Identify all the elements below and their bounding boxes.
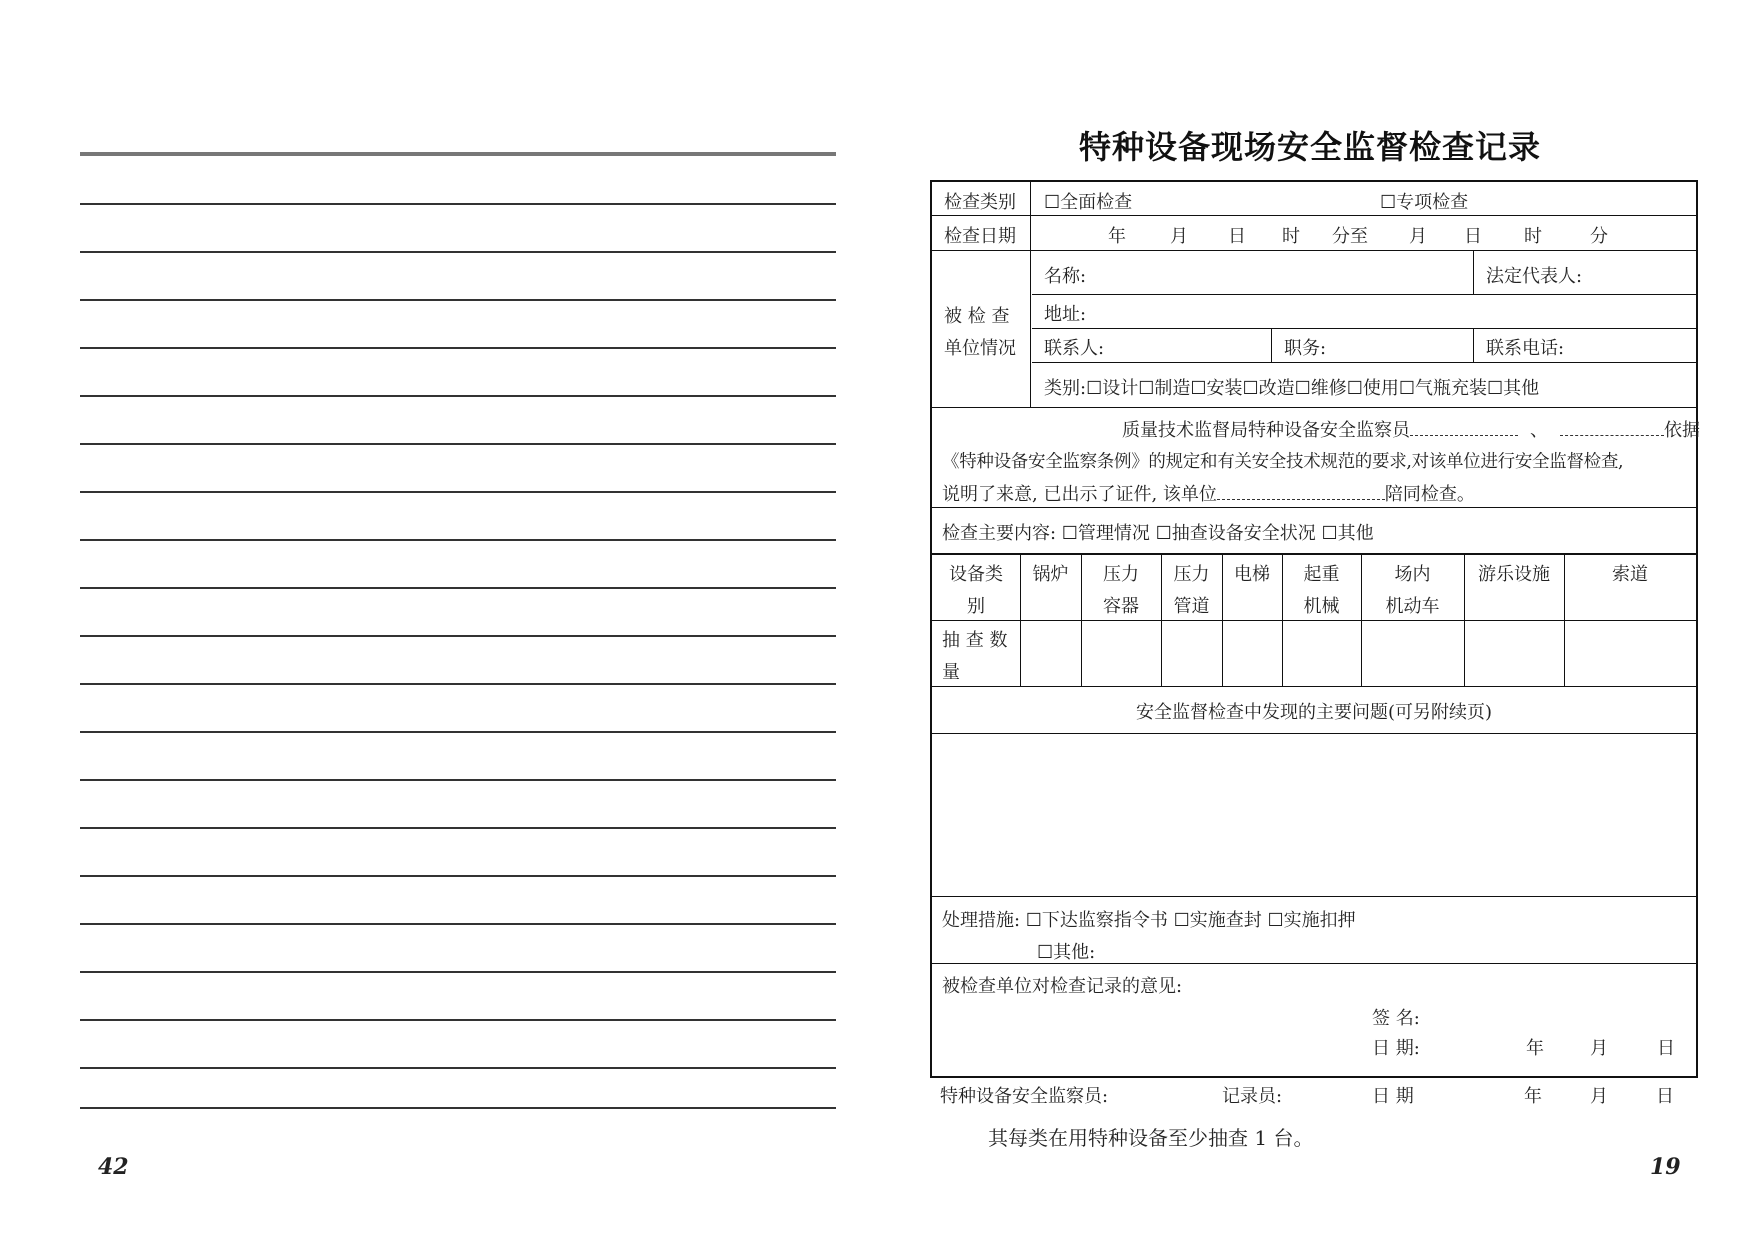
count-label-1: 抽 查 数	[942, 630, 1008, 651]
footer-recorder[interactable]: 记录员:	[1222, 1086, 1283, 1107]
equipment-type-vehicle-2: 机动车	[1385, 596, 1440, 617]
problems-text-area[interactable]	[932, 734, 1696, 894]
ruled-line	[80, 347, 836, 349]
date-hour-2: 时	[1524, 226, 1542, 247]
measures-line-1[interactable]: 处理措施: ☐下达监察指令书 ☐实施查封 ☐实施扣押	[942, 910, 1356, 931]
statement-line1-end: 依据	[1664, 420, 1700, 441]
footer-note: 其每类在用特种设备至少抽查 1 台。	[988, 1126, 1314, 1150]
statement-line-3	[942, 480, 1475, 506]
equipment-type-boiler: 锅炉	[1032, 564, 1069, 585]
ruled-line	[80, 1019, 836, 1021]
ruled-line	[80, 971, 836, 973]
equipment-type-pressure-pipe-1: 压力	[1173, 564, 1210, 585]
statement-line1-sep: 、	[1530, 420, 1548, 441]
date-hour: 时	[1282, 226, 1300, 247]
accompanying-unit-blank[interactable]	[1217, 485, 1385, 500]
equipment-type-lifting-2: 机械	[1303, 596, 1340, 617]
legal-rep-field[interactable]: 法定代表人:	[1486, 266, 1583, 287]
equipment-type-label-2: 别	[967, 596, 985, 617]
date-day: 日	[1228, 226, 1246, 247]
footer-month: 月	[1590, 1086, 1608, 1107]
date-year: 年	[1108, 226, 1126, 247]
footer-year: 年	[1524, 1086, 1542, 1107]
ruled-line	[80, 443, 836, 445]
address-field[interactable]: 地址:	[1044, 304, 1087, 325]
date-month-2: 月	[1409, 226, 1427, 247]
ruled-line	[80, 1067, 836, 1069]
unit-category-checkboxes[interactable]: 类别:☐设计☐制造☐安装☐改造☐维修☐使用☐气瓶充装☐其他	[1044, 378, 1540, 399]
inspector-name-blank-1[interactable]	[1410, 421, 1518, 436]
footer-inspector[interactable]: 特种设备安全监察员:	[940, 1086, 1109, 1107]
date-day-2: 日	[1464, 226, 1482, 247]
ruled-line	[80, 539, 836, 541]
equipment-type-lifting-1: 起重	[1303, 564, 1340, 585]
ruled-line	[80, 635, 836, 637]
equipment-type-elevator: 电梯	[1234, 564, 1270, 585]
phone-field[interactable]: 联系电话:	[1486, 338, 1565, 359]
form-title: 特种设备现场安全监督检查记录	[1078, 128, 1541, 166]
unit-label-1: 被 检 查	[944, 306, 1010, 327]
main-content-checkboxes[interactable]: 检查主要内容: ☐管理情况 ☐抽查设备安全状况 ☐其他	[942, 523, 1374, 544]
statement-line-2: 《特种设备安全监察条例》的规定和有关安全技术规范的要求,对该单位进行安全监督检查,	[942, 452, 1624, 472]
inspection-date-label: 检查日期	[944, 226, 1016, 247]
statement-line3-end: 陪同检查。	[1384, 484, 1475, 505]
problems-header: 安全监督检查中发现的主要问题(可另附续页)	[1135, 702, 1493, 723]
date-minute-2: 分	[1590, 226, 1608, 247]
ruled-line	[80, 683, 836, 685]
left-ruled-page	[80, 0, 836, 1241]
date-month: 月	[1170, 226, 1188, 247]
inspection-record-form	[930, 180, 1698, 1078]
equipment-type-pressure-vessel-1: 压力	[1103, 564, 1139, 585]
contact-field[interactable]: 联系人:	[1044, 338, 1105, 359]
footer-date[interactable]: 日 期	[1372, 1086, 1414, 1107]
statement-line1-text: 质量技术监督局特种设备安全监察员	[1122, 420, 1410, 441]
equipment-type-amusement: 游乐设施	[1478, 564, 1550, 585]
ruled-line	[80, 731, 836, 733]
ruled-line-top	[80, 152, 836, 156]
footer-day: 日	[1656, 1086, 1674, 1107]
page-number-right: 19	[1650, 1154, 1681, 1180]
opinion-sign[interactable]: 签 名:	[1372, 1008, 1420, 1029]
opinion-day: 日	[1657, 1038, 1675, 1059]
ruled-line	[80, 923, 836, 925]
opinion-month: 月	[1590, 1038, 1608, 1059]
position-field[interactable]: 职务:	[1284, 338, 1327, 359]
page-number-left: 42	[98, 1154, 129, 1180]
ruled-line	[80, 251, 836, 253]
ruled-line	[80, 203, 836, 205]
count-label-2: 量	[942, 662, 960, 683]
inspection-type-label: 检查类别	[944, 192, 1016, 213]
ruled-line	[80, 395, 836, 397]
date-minute-to: 分至	[1332, 226, 1368, 247]
measures-line-2[interactable]: ☐其他:	[1037, 942, 1096, 963]
opinion-label: 被检查单位对检查记录的意见:	[942, 976, 1183, 997]
equipment-type-label-1: 设备类	[949, 564, 1003, 585]
checkbox-special-inspection[interactable]: ☐专项检查	[1380, 192, 1469, 213]
ruled-line	[80, 299, 836, 301]
equipment-type-vehicle-1: 场内	[1394, 564, 1431, 585]
ruled-line	[80, 827, 836, 829]
ruled-line	[80, 587, 836, 589]
ruled-line-bottom	[80, 1107, 836, 1109]
equipment-type-pressure-pipe-2: 管道	[1173, 596, 1210, 617]
inspector-name-blank-2[interactable]	[1560, 421, 1664, 436]
statement-line-1	[1122, 416, 1700, 442]
equipment-type-ropeway: 索道	[1612, 564, 1648, 585]
unit-name-field[interactable]: 名称:	[1044, 266, 1087, 287]
ruled-line	[80, 491, 836, 493]
opinion-date[interactable]: 日 期:	[1372, 1038, 1420, 1059]
ruled-line	[80, 875, 836, 877]
statement-line3-start: 说明了来意, 已出示了证件, 该单位	[942, 484, 1217, 505]
checkbox-full-inspection[interactable]: ☐全面检查	[1044, 192, 1133, 213]
equipment-type-pressure-vessel-2: 容器	[1103, 596, 1139, 617]
ruled-line	[80, 779, 836, 781]
opinion-year: 年	[1526, 1038, 1544, 1059]
unit-label-2: 单位情况	[944, 338, 1016, 359]
